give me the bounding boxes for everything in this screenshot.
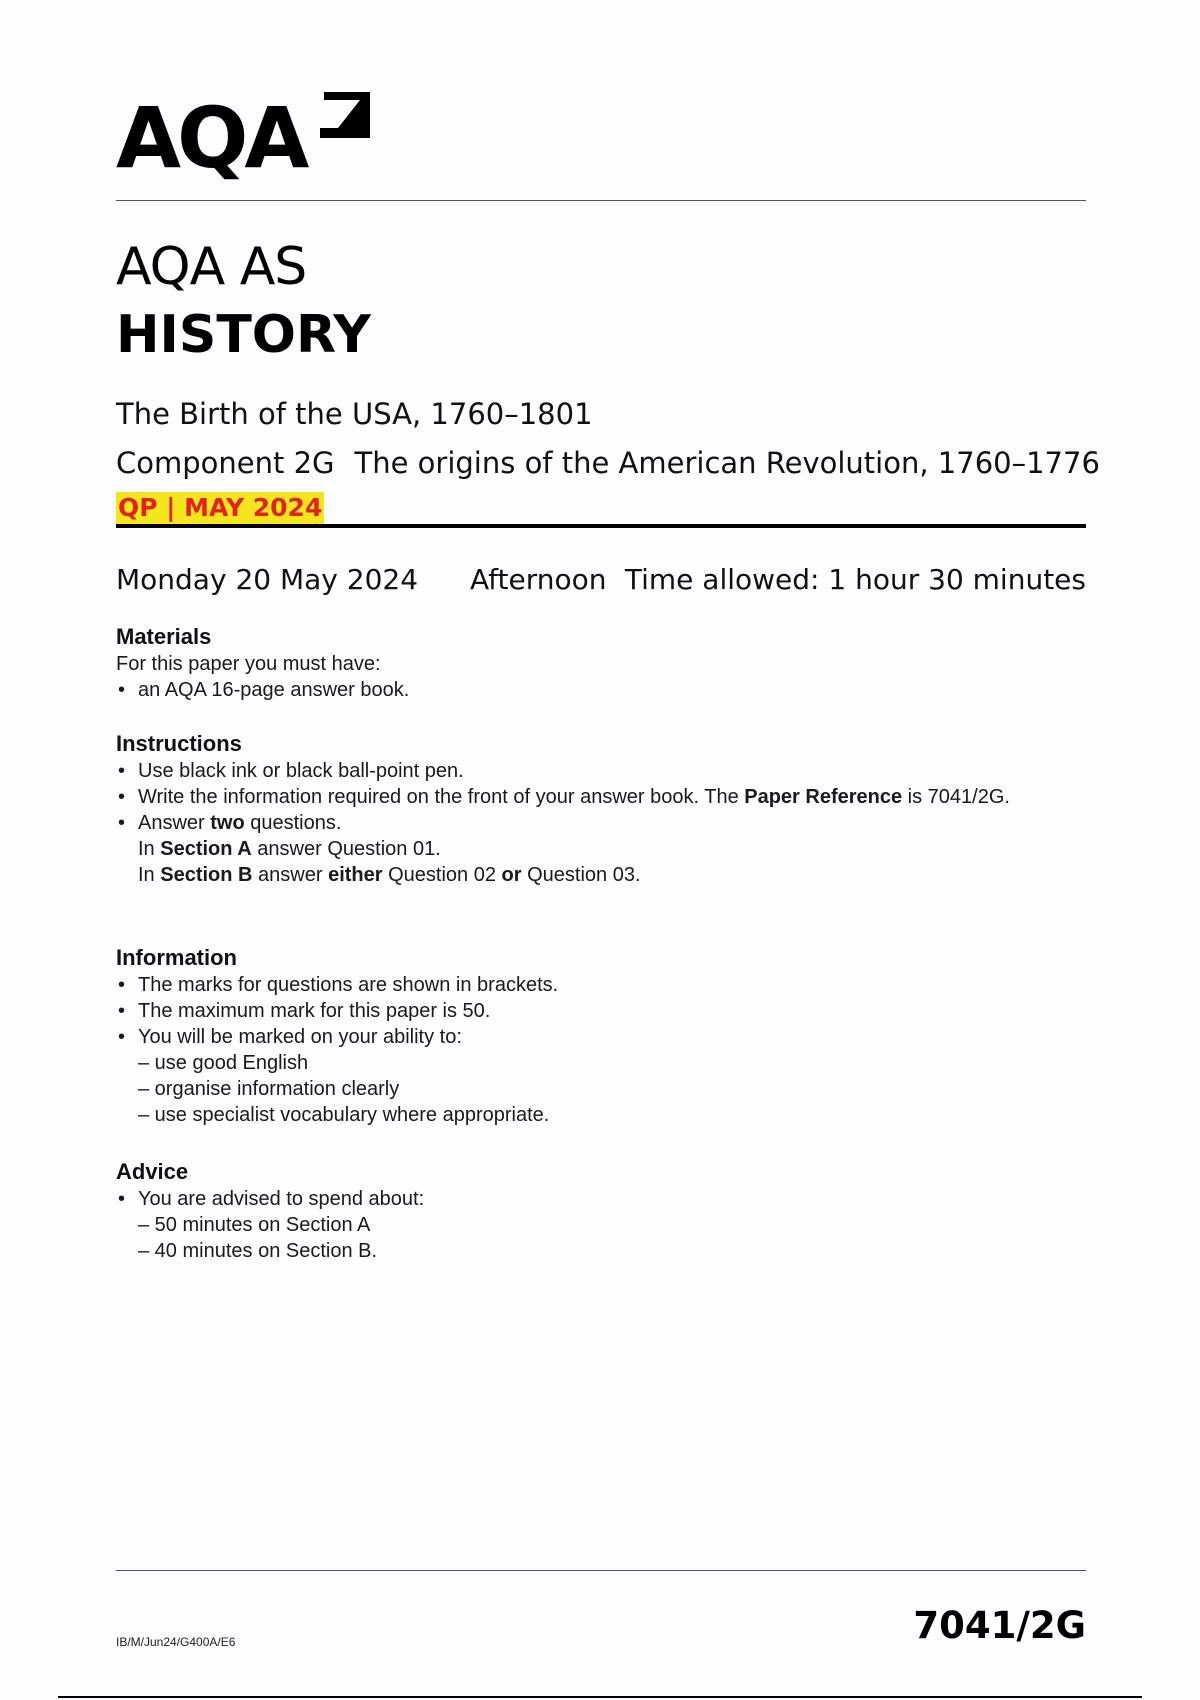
information-item: • The maximum mark for this paper is 50.	[116, 998, 1076, 1024]
component-code: Component 2G	[116, 446, 335, 480]
component-title: The origins of the American Revolution, 1760–1776	[354, 446, 1100, 480]
header-divider	[116, 200, 1086, 201]
exam-details-row	[116, 560, 1086, 600]
instruction-item: • Use black ink or black ball-point pen.	[116, 758, 1076, 784]
information-subitem: – organise information clearly	[138, 1078, 400, 1100]
instruction-item: • Answer two questions.	[116, 810, 1076, 836]
page-bottom-border	[58, 1696, 1142, 1698]
information-section	[116, 944, 1076, 1128]
advice-subitem: – 50 minutes on Section A	[138, 1214, 371, 1236]
materials-intro: For this paper you must have:	[116, 653, 381, 675]
information-heading: Information	[116, 945, 237, 970]
instruction-subitem: In Section B answer either Question 02 or Question 03.	[138, 864, 641, 886]
advice-item: • You are advised to spend about:	[116, 1186, 1076, 1212]
exam-session: Afternoon	[470, 563, 607, 596]
footer-divider	[116, 1570, 1086, 1571]
footer-code: IB/M/Jun24/G400A/E6	[116, 1635, 236, 1649]
logo-mark-icon	[316, 88, 374, 146]
aqa-logo	[116, 88, 376, 187]
exam-date: Monday 20 May 2024	[116, 563, 419, 596]
information-subitem: – use specialist vocabulary where appropriate.	[138, 1104, 550, 1126]
subject-title: HISTORY	[116, 305, 371, 365]
information-subitem: – use good English	[138, 1052, 309, 1074]
advice-heading: Advice	[116, 1159, 189, 1184]
time-allowed: Time allowed: 1 hour 30 minutes	[624, 563, 1086, 596]
materials-section	[116, 623, 1076, 703]
qualification-level: AQA AS	[116, 237, 307, 297]
information-item: • You will be marked on your ability to:	[116, 1024, 1076, 1050]
instruction-item: • Write the information required on the front of your answer book. The Paper Reference is 7041/2G.	[116, 784, 1076, 810]
paper-reference: 7041/2G	[913, 1604, 1086, 1647]
instructions-heading: Instructions	[116, 731, 242, 756]
component-line	[116, 443, 1100, 483]
information-item: • The marks for questions are shown in brackets.	[116, 972, 1076, 998]
instruction-subitem: In Section A answer Question 01.	[138, 838, 441, 860]
qp-highlight-tag: QP | MAY 2024	[118, 493, 323, 522]
instructions-section	[116, 730, 1076, 888]
paper-title: The Birth of the USA, 1760–1801	[116, 397, 593, 431]
advice-subitem: – 40 minutes on Section B.	[138, 1240, 378, 1262]
title-divider	[116, 524, 1086, 528]
materials-heading: Materials	[116, 624, 212, 649]
advice-section	[116, 1158, 1076, 1264]
logo-text: AQA	[116, 89, 306, 187]
materials-item: • an AQA 16-page answer book.	[116, 677, 1076, 703]
